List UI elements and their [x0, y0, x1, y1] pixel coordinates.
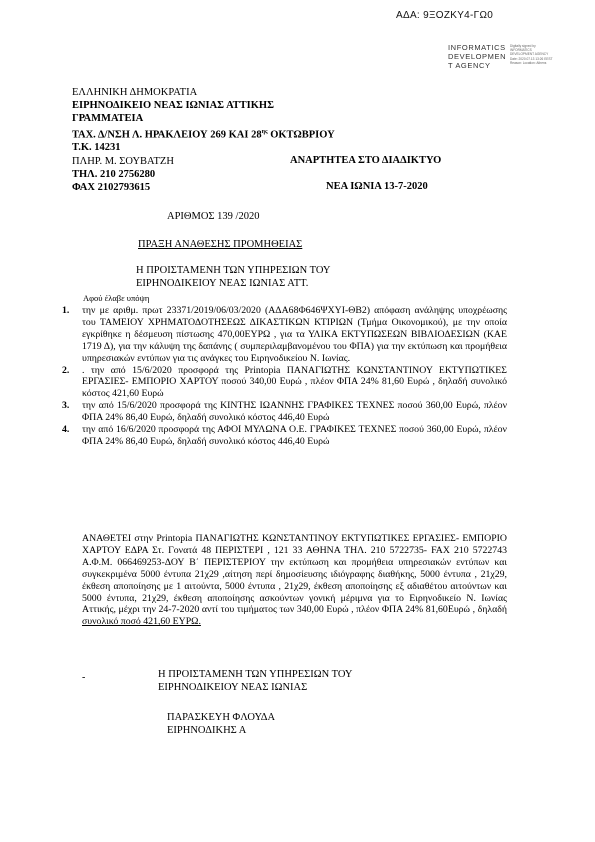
- item-number: 1.: [62, 305, 70, 316]
- dash-mark: -: [82, 672, 86, 683]
- signature-line-1: Η ΠΡΟΙΣΤΑΜΕΝΗ ΤΩΝ ΥΠΗΡΕΣΙΩΝ ΤΟΥ: [158, 669, 353, 680]
- list-item: [62, 424, 507, 448]
- signer-name: [448, 43, 508, 70]
- authority-line-2: ΕΙΡΗΝΟΔΙΚΕΙΟΥ ΝΕΑΣ ΙΩΝΙΑΣ ΑΤΤ.: [136, 278, 309, 289]
- signatory-title: ΕΙΡΗΝΟΔΙΚΗΣ Α: [167, 725, 247, 736]
- header-phone: ΤΗΛ. 210 2756280: [72, 168, 156, 180]
- issuing-authority: [136, 264, 330, 290]
- assignment-text: ΑΝΑΘΕΤΕΙ στην Printopia ΠΑΝΑΓΙΩΤΗΣ ΚΩΝΣΤΑΝΤΙΝΟΥ ΕΚΤΥΠΩΤΙΚΕΣ ΕΡΓΑΣΙΕΣ- ΕΜΠΟΡΙΟ ΧΑΡΤΟΥ ΕΔΡΑ Στ. Γονατά 48 ΠΕΡΙΣΤΕΡΙ , 121 33 ΑΘΗΝΑ ΤΗΛ. 210 5722735- FAX 210 5722743 Α.Φ.Μ. 066469253-ΔΟΥ Β΄ ΠΕΡΙΣΤΕΡΙΟΥ την εκτύπωση και προμήθεια υπηρεσιακών εντύπων και συγκεκριμένα 5000 έντυπα 21χ29 ,αίτηση περί δημοσίευσης ιδιόγραφης διαθήκης, 5000 έντυπα , 21χ29, έκθεση αποποίησης με 1 αιτούντα, 5000 έντυπα , 21χ29, έκθεση αποποίησης εξ αδιαθέτου αιτούντων και 5000 έντυπα, 21χ29, έκθεση αποποίησης ασκούντων γονική μέριμνα για το Ειρηνοδικείο Ν. Ιωνίας Αττικής, μέχρι την 24-7-2020 αντί του τιμήματος των 340,00 Ευρώ , πλέον ΦΠΑ 24% 81,60Ευρώ , δηλαδή: [82, 533, 507, 616]
- header-court: ΕΙΡΗΝΟΔΙΚΕΙΟ ΝΕΑΣ ΙΩΝΙΑΣ ΑΤΤΙΚΗΣ: [72, 100, 274, 112]
- assignment-paragraph: [82, 533, 507, 628]
- header-secretariat: ΓΡΑΜΜΑΤΕΙΑ: [72, 113, 144, 125]
- digital-signature-stamp: [448, 43, 558, 73]
- signature-block: [158, 668, 352, 694]
- header-address: [72, 126, 335, 142]
- considering-heading: Αφού έλαβε υπόψη: [83, 293, 150, 303]
- list-item: [62, 365, 507, 401]
- list-item: [62, 305, 507, 365]
- address-end: ΟΚΤΩΒΡΙΟΥ: [267, 129, 335, 141]
- signatory: [167, 711, 275, 737]
- considerations-list: [62, 305, 507, 448]
- document-number: ΑΡΙΘΜΟΣ 139 /2020: [167, 211, 260, 222]
- header-country: ΕΛΛΗΝΙΚΗ ΔΗΜΟΚΡΑΤΙΑ: [72, 87, 198, 98]
- address-sup: ης: [261, 128, 268, 135]
- header-contact-person: ΠΛΗΡ. Μ. ΣΟΥΒΑΤΖΗ: [72, 155, 174, 167]
- signer-line-3: T AGENCY: [448, 61, 491, 70]
- authority-line-1: Η ΠΡΟΙΣΤΑΜΕΝΗ ΤΩΝ ΥΠΗΡΕΣΙΩΝ ΤΟΥ: [136, 265, 331, 276]
- item-number: 3.: [62, 400, 70, 412]
- item-number: 4.: [62, 424, 70, 436]
- header-fax: ΦΑΧ 2102793615: [72, 181, 151, 193]
- assignment-total: συνολικό ποσό 421,60 ΕΥΡΩ.: [82, 616, 201, 628]
- item-text: την με αριθμ. πρωτ 23371/2019/06/03/2020 (ΑΔΑ68Φ646ΨΧΥΙ-ΘΒ2) απόφαση ανάληψης υποχρέωσης του ΤΑΜΕΙΟΥ ΧΡΗΜΑΤΟΔΟΤΗΣΕΩΣ ΔΙΚΑΣΤΙΚΩΝ ΚΤΙΡΙΩΝ (Τμήμα Οικονομικού), με την οποία εγκρίθηκε η δέσμευση πίστωσης 470,00ΕΥΡΩ , για τα ΥΛΙΚΑ ΕΚΤΥΠΩΣΕΩΝ ΒΙΒΛΙΟΔΕΣΙΩΝ (ΚΑΕ 1719 Δ), για την κάλυψη της δαπάνης ( συμπεριλαμβανομένου του ΦΠΑ) για την εκτύπωση και προμήθεια υπηρεσιακών εντύπων για τις ανάγκες του Ειρηνοδικείου Ν. Ιωνίας.: [82, 305, 507, 364]
- header-postcode: Τ.Κ. 14231: [72, 142, 121, 154]
- list-item: [62, 400, 507, 424]
- ada-code: ΑΔΑ: 9ΞΟΖΚΥ4-ΓΩ0: [396, 10, 494, 21]
- document-title: ΠΡΑΞΗ ΑΝΑΘΕΣΗΣ ΠΡΟΜΗΘΕΙΑΣ: [138, 239, 303, 250]
- address-main: ΤΑΧ. Δ/ΝΣΗ Λ. ΗΡΑΚΛΕΙΟΥ 269 ΚΑΙ 28: [72, 129, 262, 141]
- publish-notice: ΑΝΑΡΤΗΤΕΑ ΣΤΟ ΔΙΑΔΙΚΤΥΟ: [290, 155, 442, 166]
- item-text: . την από 15/6/2020 προσφορά της Printopia ΠΑΝΑΓΙΩΤΗΣ ΚΩΝΣΤΑΝΤΙΝΟΥ ΕΚΤΥΠΩΤΙΚΕΣ ΕΡΓΑΣΙΕΣ- ΕΜΠΟΡΙΟ ΧΑΡΤΟΥ ποσού 340,00 Ευρώ , πλέον ΦΠΑ 24% 81,60 Ευρώ , δηλαδή συνολικό κόστος 421,60 Ευρώ: [82, 364, 507, 400]
- item-number: 2.: [62, 364, 70, 376]
- signatory-name: ΠΑΡΑΣΚΕΥΗ ΦΛΟΥΔΑ: [167, 712, 276, 723]
- letterhead: [72, 86, 335, 194]
- signature-details: Digitally signed by INFORMATICS DEVELOPMENT AGENCY Date: 2020.07.13 13:26 EEST Reason: Location: Athens: [510, 44, 553, 65]
- item-text: την από 16/6/2020 προσφορά της ΑΦΟΙ ΜΥΛΩΝΑ Ο.Ε. ΓΡΑΦΙΚΕΣ ΤΕΧΝΕΣ ποσού 360,00 Ευρώ, πλέον ΦΠΑ 24% 86,40 Ευρώ, δηλαδή συνολικό κόστος 446,40 Ευρώ: [82, 424, 507, 447]
- place-date: ΝΕΑ ΙΩΝΙΑ 13-7-2020: [326, 181, 428, 192]
- signer-line-2: DEVELOPMEN: [448, 52, 507, 61]
- item-text: την από 15/6/2020 προσφορά της ΚΙΝΤΗΣ ΙΩΑΝΝΗΣ ΓΡΑΦΙΚΕΣ ΤΕΧΝΕΣ ποσού 360,00 Ευρώ, πλέον ΦΠΑ 24% 86,40 Ευρώ, δηλαδή συνολικό κόστος 446,40 Ευρώ: [82, 400, 507, 424]
- signature-line-2: ΕΙΡΗΝΟΔΙΚΕΙΟΥ ΝΕΑΣ ΙΩΝΙΑΣ: [158, 682, 308, 693]
- signer-line-1: INFORMATICS: [448, 43, 506, 52]
